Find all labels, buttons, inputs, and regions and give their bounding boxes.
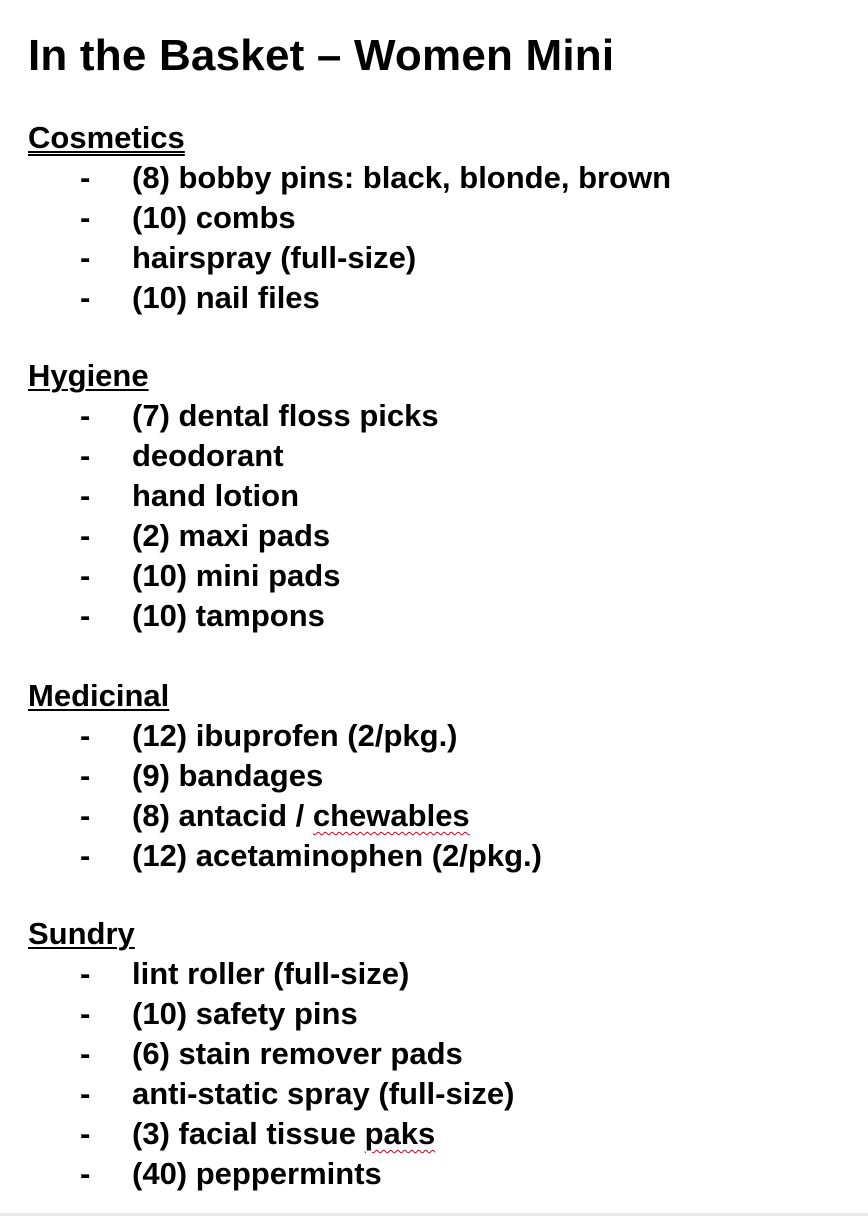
item-text: anti-static spray (full-size) — [132, 1076, 515, 1111]
bullet-dash: - — [80, 478, 91, 513]
list-item — [28, 1154, 848, 1194]
item-list — [28, 954, 848, 1194]
item-text: (7) dental floss picks — [132, 398, 439, 433]
list-item — [28, 556, 848, 596]
list-item — [28, 716, 848, 756]
bullet-dash: - — [80, 1036, 91, 1071]
item-text: deodorant — [132, 438, 284, 473]
bullet-dash: - — [80, 838, 91, 873]
list-item — [28, 238, 848, 278]
document-title: In the Basket – Women Mini — [28, 31, 615, 80]
list-item — [28, 1074, 848, 1114]
section-heading — [28, 914, 848, 954]
item-list — [28, 396, 848, 636]
bullet-dash: - — [80, 996, 91, 1031]
section-cosmetics — [28, 118, 848, 318]
list-item — [28, 198, 848, 238]
section-heading-text: Medicinal — [28, 678, 170, 713]
list-item — [28, 1034, 848, 1074]
item-text: (40) peppermints — [132, 1156, 382, 1191]
item-text: (10) combs — [132, 200, 296, 235]
section-heading — [28, 676, 848, 716]
spellcheck-flagged-word: paks — [364, 1116, 436, 1151]
item-text: (2) maxi pads — [132, 518, 331, 553]
item-text: (10) mini pads — [132, 558, 341, 593]
item-text: (6) stain remover pads — [132, 1036, 463, 1071]
list-item — [28, 396, 848, 436]
bullet-dash: - — [80, 598, 91, 633]
bullet-dash: - — [80, 240, 91, 275]
bullet-dash: - — [80, 200, 91, 235]
item-text: (10) tampons — [132, 598, 325, 633]
item-text — [132, 1114, 435, 1154]
bullet-dash: - — [80, 1156, 91, 1191]
item-list — [28, 158, 848, 318]
bullet-dash: - — [80, 398, 91, 433]
bullet-dash: - — [80, 718, 91, 753]
item-text: lint roller (full-size) — [132, 956, 410, 991]
item-text: hairspray (full-size) — [132, 240, 417, 275]
item-text: hand lotion — [132, 478, 300, 513]
bullet-dash: - — [80, 956, 91, 991]
section-heading-text: Cosmetics — [28, 120, 185, 155]
item-text: (12) acetaminophen (2/pkg.) — [132, 838, 542, 873]
list-item — [28, 516, 848, 556]
item-text-start: (8) antacid / — [132, 798, 313, 833]
item-text: (8) bobby pins: black, blonde, brown — [132, 160, 672, 195]
list-item — [28, 836, 848, 876]
list-item — [28, 436, 848, 476]
section-heading-text: Sundry — [28, 916, 135, 951]
section-heading — [28, 118, 848, 158]
item-text — [132, 796, 470, 836]
list-item — [28, 278, 848, 318]
section-heading-text: Hygiene — [28, 358, 149, 393]
section-sundry — [28, 914, 848, 1194]
spellcheck-flagged-word: chewables — [312, 798, 470, 833]
list-item — [28, 796, 848, 836]
bullet-dash: - — [80, 558, 91, 593]
list-item — [28, 1114, 848, 1154]
list-item — [28, 756, 848, 796]
section-hygiene — [28, 356, 848, 636]
list-item — [28, 596, 848, 636]
bullet-dash: - — [80, 160, 91, 195]
list-item — [28, 994, 848, 1034]
bullet-dash: - — [80, 798, 91, 833]
item-text: (12) ibuprofen (2/pkg.) — [132, 718, 458, 753]
item-text: (10) nail files — [132, 280, 320, 315]
section-heading — [28, 356, 848, 396]
bullet-dash: - — [80, 518, 91, 553]
item-text: (10) safety pins — [132, 996, 358, 1031]
list-item — [28, 954, 848, 994]
bullet-dash: - — [80, 1116, 91, 1151]
item-list — [28, 716, 848, 876]
item-text: (9) bandages — [132, 758, 324, 793]
section-medicinal — [28, 676, 848, 876]
bullet-dash: - — [80, 280, 91, 315]
item-text-start: (3) facial tissue — [132, 1116, 365, 1151]
bullet-dash: - — [80, 758, 91, 793]
bullet-dash: - — [80, 438, 91, 473]
list-item — [28, 158, 848, 198]
list-item — [28, 476, 848, 516]
bullet-dash: - — [80, 1076, 91, 1111]
